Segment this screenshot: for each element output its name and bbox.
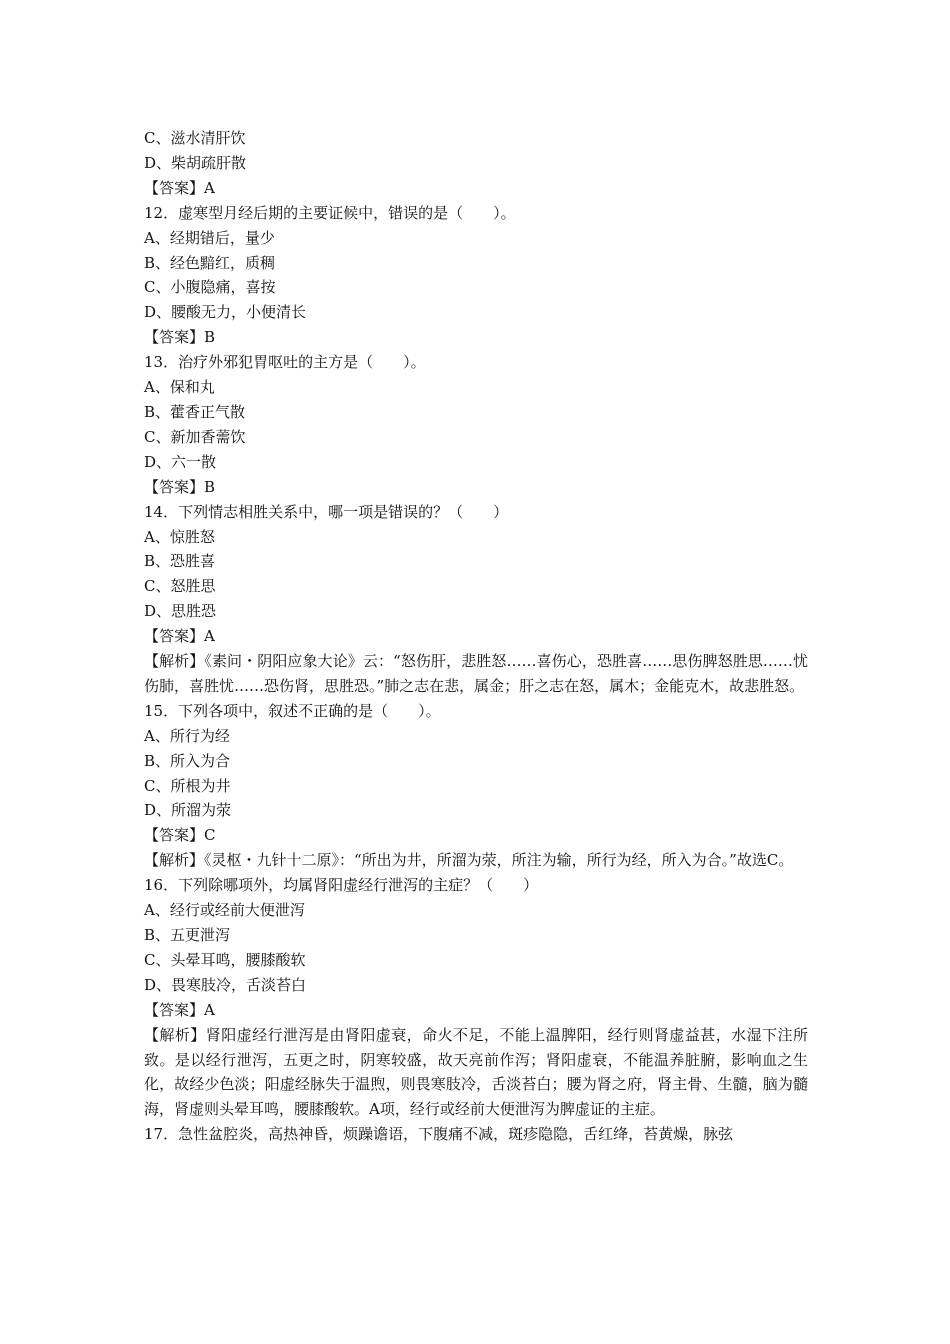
option-b: B、经色黯红，质稠 bbox=[144, 253, 276, 272]
option-d: D、腰酸无力，小便清长 bbox=[144, 303, 307, 322]
option-c: C、小腹隐痛，喜按 bbox=[144, 278, 276, 297]
question-13: 13．治疗外邪犯胃呕吐的主方是（ ）。 bbox=[144, 353, 426, 372]
option-a: A、所行为经 bbox=[144, 726, 230, 745]
option-d: D、所溜为荥 bbox=[144, 801, 232, 820]
option-b: B、藿香正气散 bbox=[144, 402, 246, 421]
option-a: A、经期错后，量少 bbox=[144, 228, 275, 247]
question-14: 14．下列情志相胜关系中，哪一项是错误的？（ ） bbox=[144, 502, 509, 521]
answer: 【答案】A bbox=[144, 178, 215, 197]
option-a: A、保和丸 bbox=[144, 378, 215, 397]
option-c: C、滋水清肝饮 bbox=[144, 129, 246, 147]
option-c: C、所根为井 bbox=[144, 776, 231, 795]
option-a: A、惊胜怒 bbox=[144, 527, 215, 546]
option-d: D、畏寒肢冷，舌淡苔白 bbox=[144, 975, 307, 994]
option-b: B、五更泄泻 bbox=[144, 926, 231, 944]
option-c: C、新加香薷饮 bbox=[144, 427, 246, 446]
analysis: 【解析】《灵枢・九针十二原》：“所出为井，所溜为荥，所注为输，所行为经，所入为合。”故选C。 bbox=[144, 851, 794, 870]
option-d: D、柴胡疏肝散 bbox=[144, 153, 247, 172]
option-b: B、所入为合 bbox=[144, 751, 231, 770]
answer: 【答案】A bbox=[144, 627, 215, 646]
answer: 【答案】B bbox=[144, 477, 216, 496]
option-b: B、恐胜喜 bbox=[144, 552, 216, 571]
option-d: D、思胜恐 bbox=[144, 602, 217, 621]
option-a: A、经行或经前大便泄泻 bbox=[144, 901, 305, 920]
option-c: C、头晕耳鸣，腰膝酸软 bbox=[144, 950, 306, 969]
question-15: 15．下列各项中，叙述不正确的是（ ）。 bbox=[144, 701, 441, 720]
answer: 【答案】C bbox=[144, 826, 216, 845]
analysis: 【解析】《素问・阴阳应象大论》云：“怒伤肝，悲胜怒……喜伤心，恐胜喜……思伤脾怒胜思……忧伤肺，喜胜忧……恐伤肾，思胜恐。”肺之志在悲，属金；肝之志在怒，属木；金能克木，故悲胜怒。 bbox=[144, 652, 808, 695]
answer: 【答案】B bbox=[144, 328, 216, 347]
page-content bbox=[144, 126, 808, 1147]
answer: 【答案】A bbox=[144, 1000, 215, 1019]
question-12: 12．虚寒型月经后期的主要证候中，错误的是（ ）。 bbox=[144, 203, 516, 222]
option-c: C、怒胜思 bbox=[144, 577, 216, 596]
question-17: 17．急性盆腔炎，高热神昏，烦躁谵语，下腹痛不减，斑疹隐隐，舌红绛，苔黄燥，脉弦 bbox=[144, 1125, 734, 1144]
question-16: 16．下列除哪项外，均属肾阳虚经行泄泻的主症？（ ） bbox=[144, 876, 539, 895]
analysis: 【解析】肾阳虚经行泄泻是由肾阳虚衰，命火不足，不能上温脾阳，经行则肾虚益甚，水湿下注所致。是以经行泄泻，五更之时，阴寒较盛，故天亮前作泻；肾阳虚衰，不能温养脏腑，影响血之生化，故经少色淡；阳虚经脉失于温煦，则畏寒肢冷，舌淡苔白；腰为肾之府，肾主骨、生髓，脑为髓海，肾虚则头晕耳鸣，腰膝酸软。A项，经行或经前大便泄泻为脾虚证的主症。 bbox=[144, 1025, 808, 1119]
option-d: D、六一散 bbox=[144, 452, 217, 471]
